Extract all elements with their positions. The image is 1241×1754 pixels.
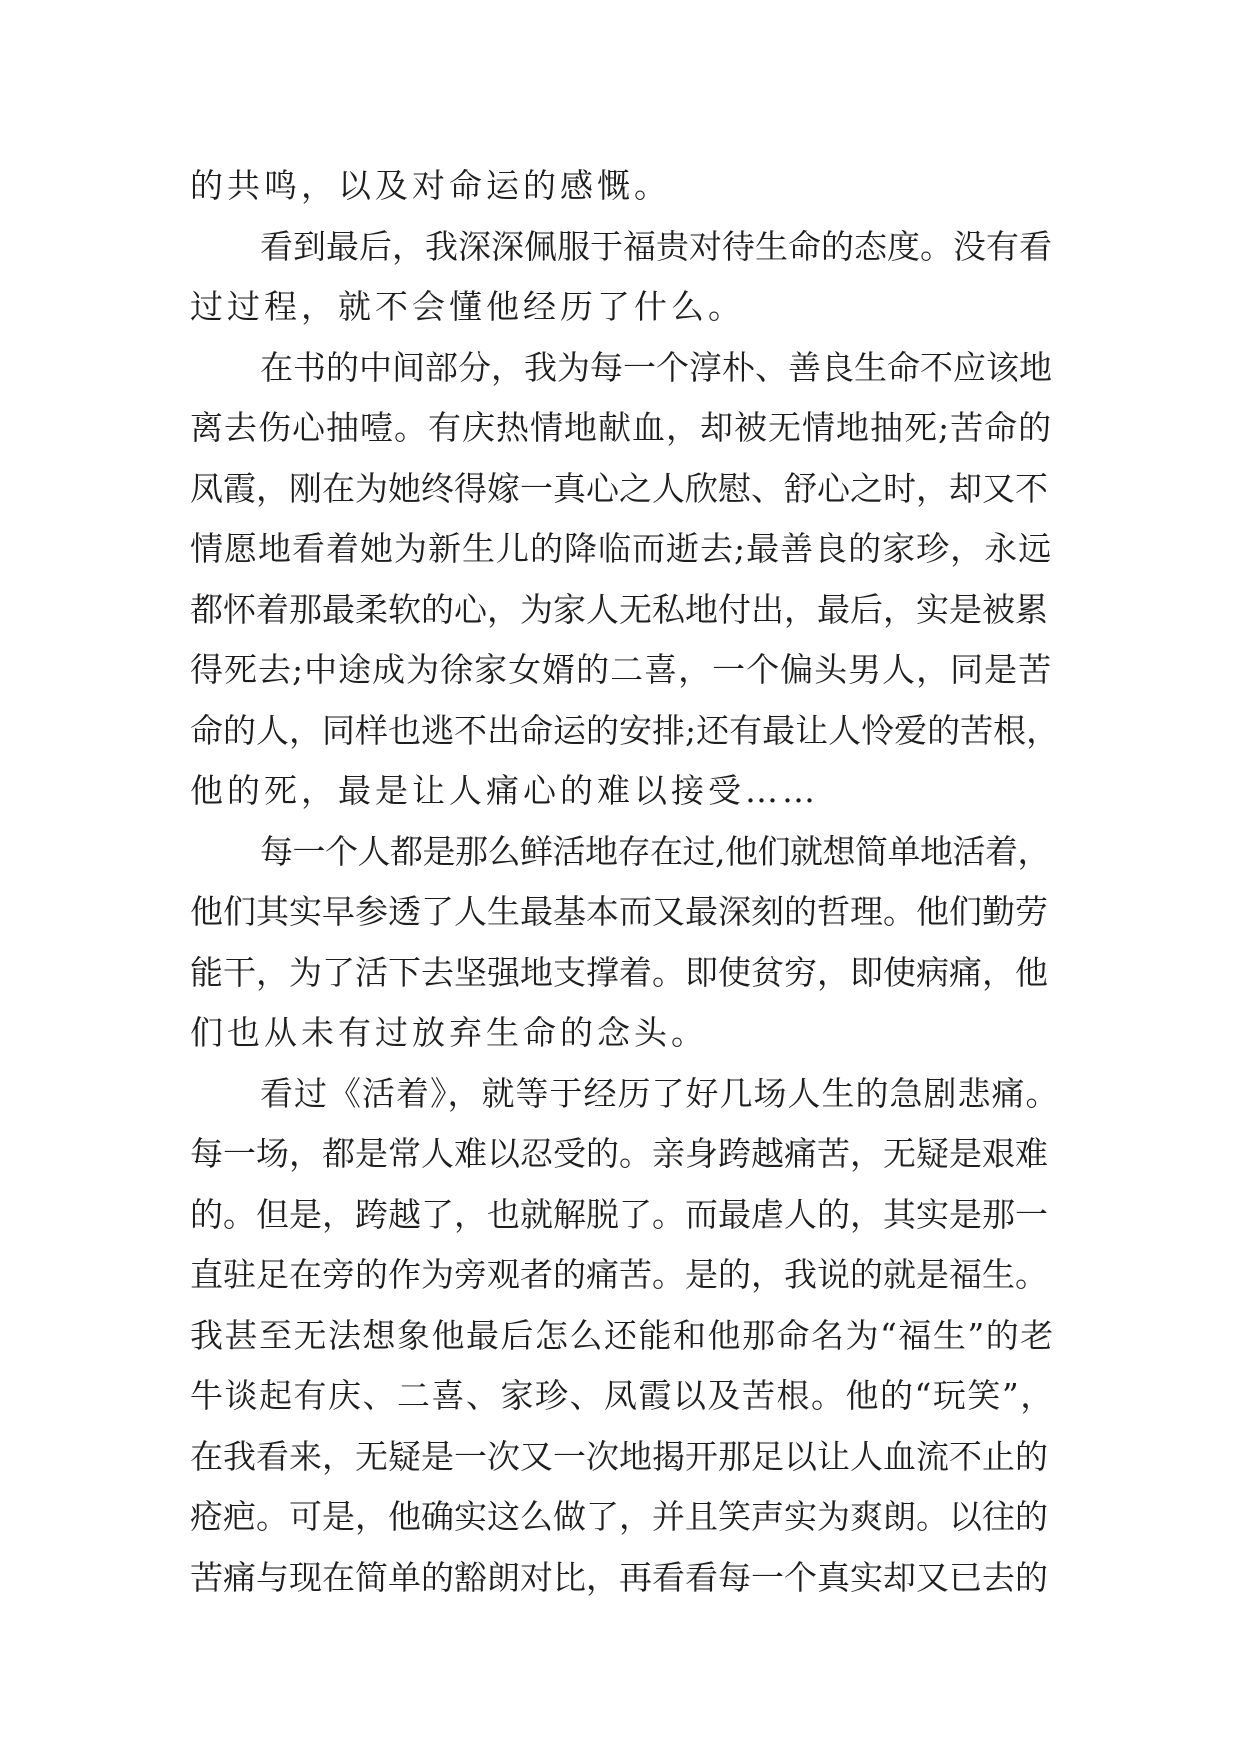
text-line: 们也从未有过放弃生命的念头。 bbox=[190, 1013, 708, 1052]
text-line: 的共鸣，以及对命运的感慨。 bbox=[190, 166, 671, 205]
text-line: 看到最后，我深深佩服于福贵对待生命的态度。没有看 bbox=[260, 226, 1052, 266]
text-line: 的。但是，跨越了，也就解脱了。而最虐人的，其实是那一 bbox=[190, 1194, 1048, 1234]
text-line: 苦痛与现在简单的豁朗对比，再看看每一个真实却又已去的 bbox=[190, 1557, 1048, 1597]
text-line: 直驻足在旁的作为旁观者的痛苦。是的，我说的就是福生。 bbox=[190, 1255, 1048, 1294]
text-line: 我甚至无法想象他最后怎么还能和他那命名为“福生”的老 bbox=[190, 1315, 1055, 1355]
text-line: 过过程，就不会懂他经历了什么。 bbox=[190, 287, 745, 326]
text-line: 牛谈起有庆、二喜、家珍、凤霞以及苦根。他的“玩笑”， bbox=[190, 1376, 1055, 1415]
text-line: 每一个人都是那么鲜活地存在过,他们就想简单地活着， bbox=[260, 831, 1050, 871]
text-line: 看过《活着》，就等于经历了好几场人生的急剧悲痛。 bbox=[260, 1073, 1060, 1113]
text-line: 疮疤。可是，他确实这么做了，并且笑声实为爽朗。以往的 bbox=[190, 1497, 1048, 1536]
text-line: 能干，为了活下去坚强地支撑着。即使贫穷，即使病痛，他 bbox=[190, 952, 1048, 992]
document-page bbox=[190, 156, 1060, 1608]
text-line: 凤霞，刚在为她终得嫁一真心之人欣慰、舒心之时，却又不 bbox=[190, 468, 1048, 508]
text-line: 他的死，最是让人痛心的难以接受…… bbox=[190, 771, 819, 810]
text-line: 得死去;中途成为徐家女婿的二喜，一个偏头男人，同是苦 bbox=[190, 650, 1053, 689]
text-line: 命的人，同样也逃不出命运的安排;还有最让人怜爱的苦根， bbox=[190, 710, 1060, 750]
text-line: 他们其实早参透了人生最基本而又最深刻的哲理。他们勤劳 bbox=[190, 892, 1048, 931]
document-body bbox=[190, 156, 1060, 1608]
text-line: 都怀着那最柔软的心，为家人无私地付出，最后，实是被累 bbox=[190, 589, 1048, 629]
text-line: 离去伤心抽噎。有庆热情地献血，却被无情地抽死;苦命的 bbox=[190, 408, 1053, 447]
text-line: 在我看来，无疑是一次又一次地揭开那足以让人血流不止的 bbox=[190, 1436, 1048, 1476]
text-line: 在书的中间部分，我为每一个淳朴、善良生命不应该地 bbox=[260, 347, 1052, 387]
text-line: 情愿地看着她为新生儿的降临而逝去;最善良的家珍，永远 bbox=[190, 529, 1053, 568]
text-line: 每一场，都是常人难以忍受的。亲身跨越痛苦，无疑是艰难 bbox=[190, 1134, 1048, 1173]
